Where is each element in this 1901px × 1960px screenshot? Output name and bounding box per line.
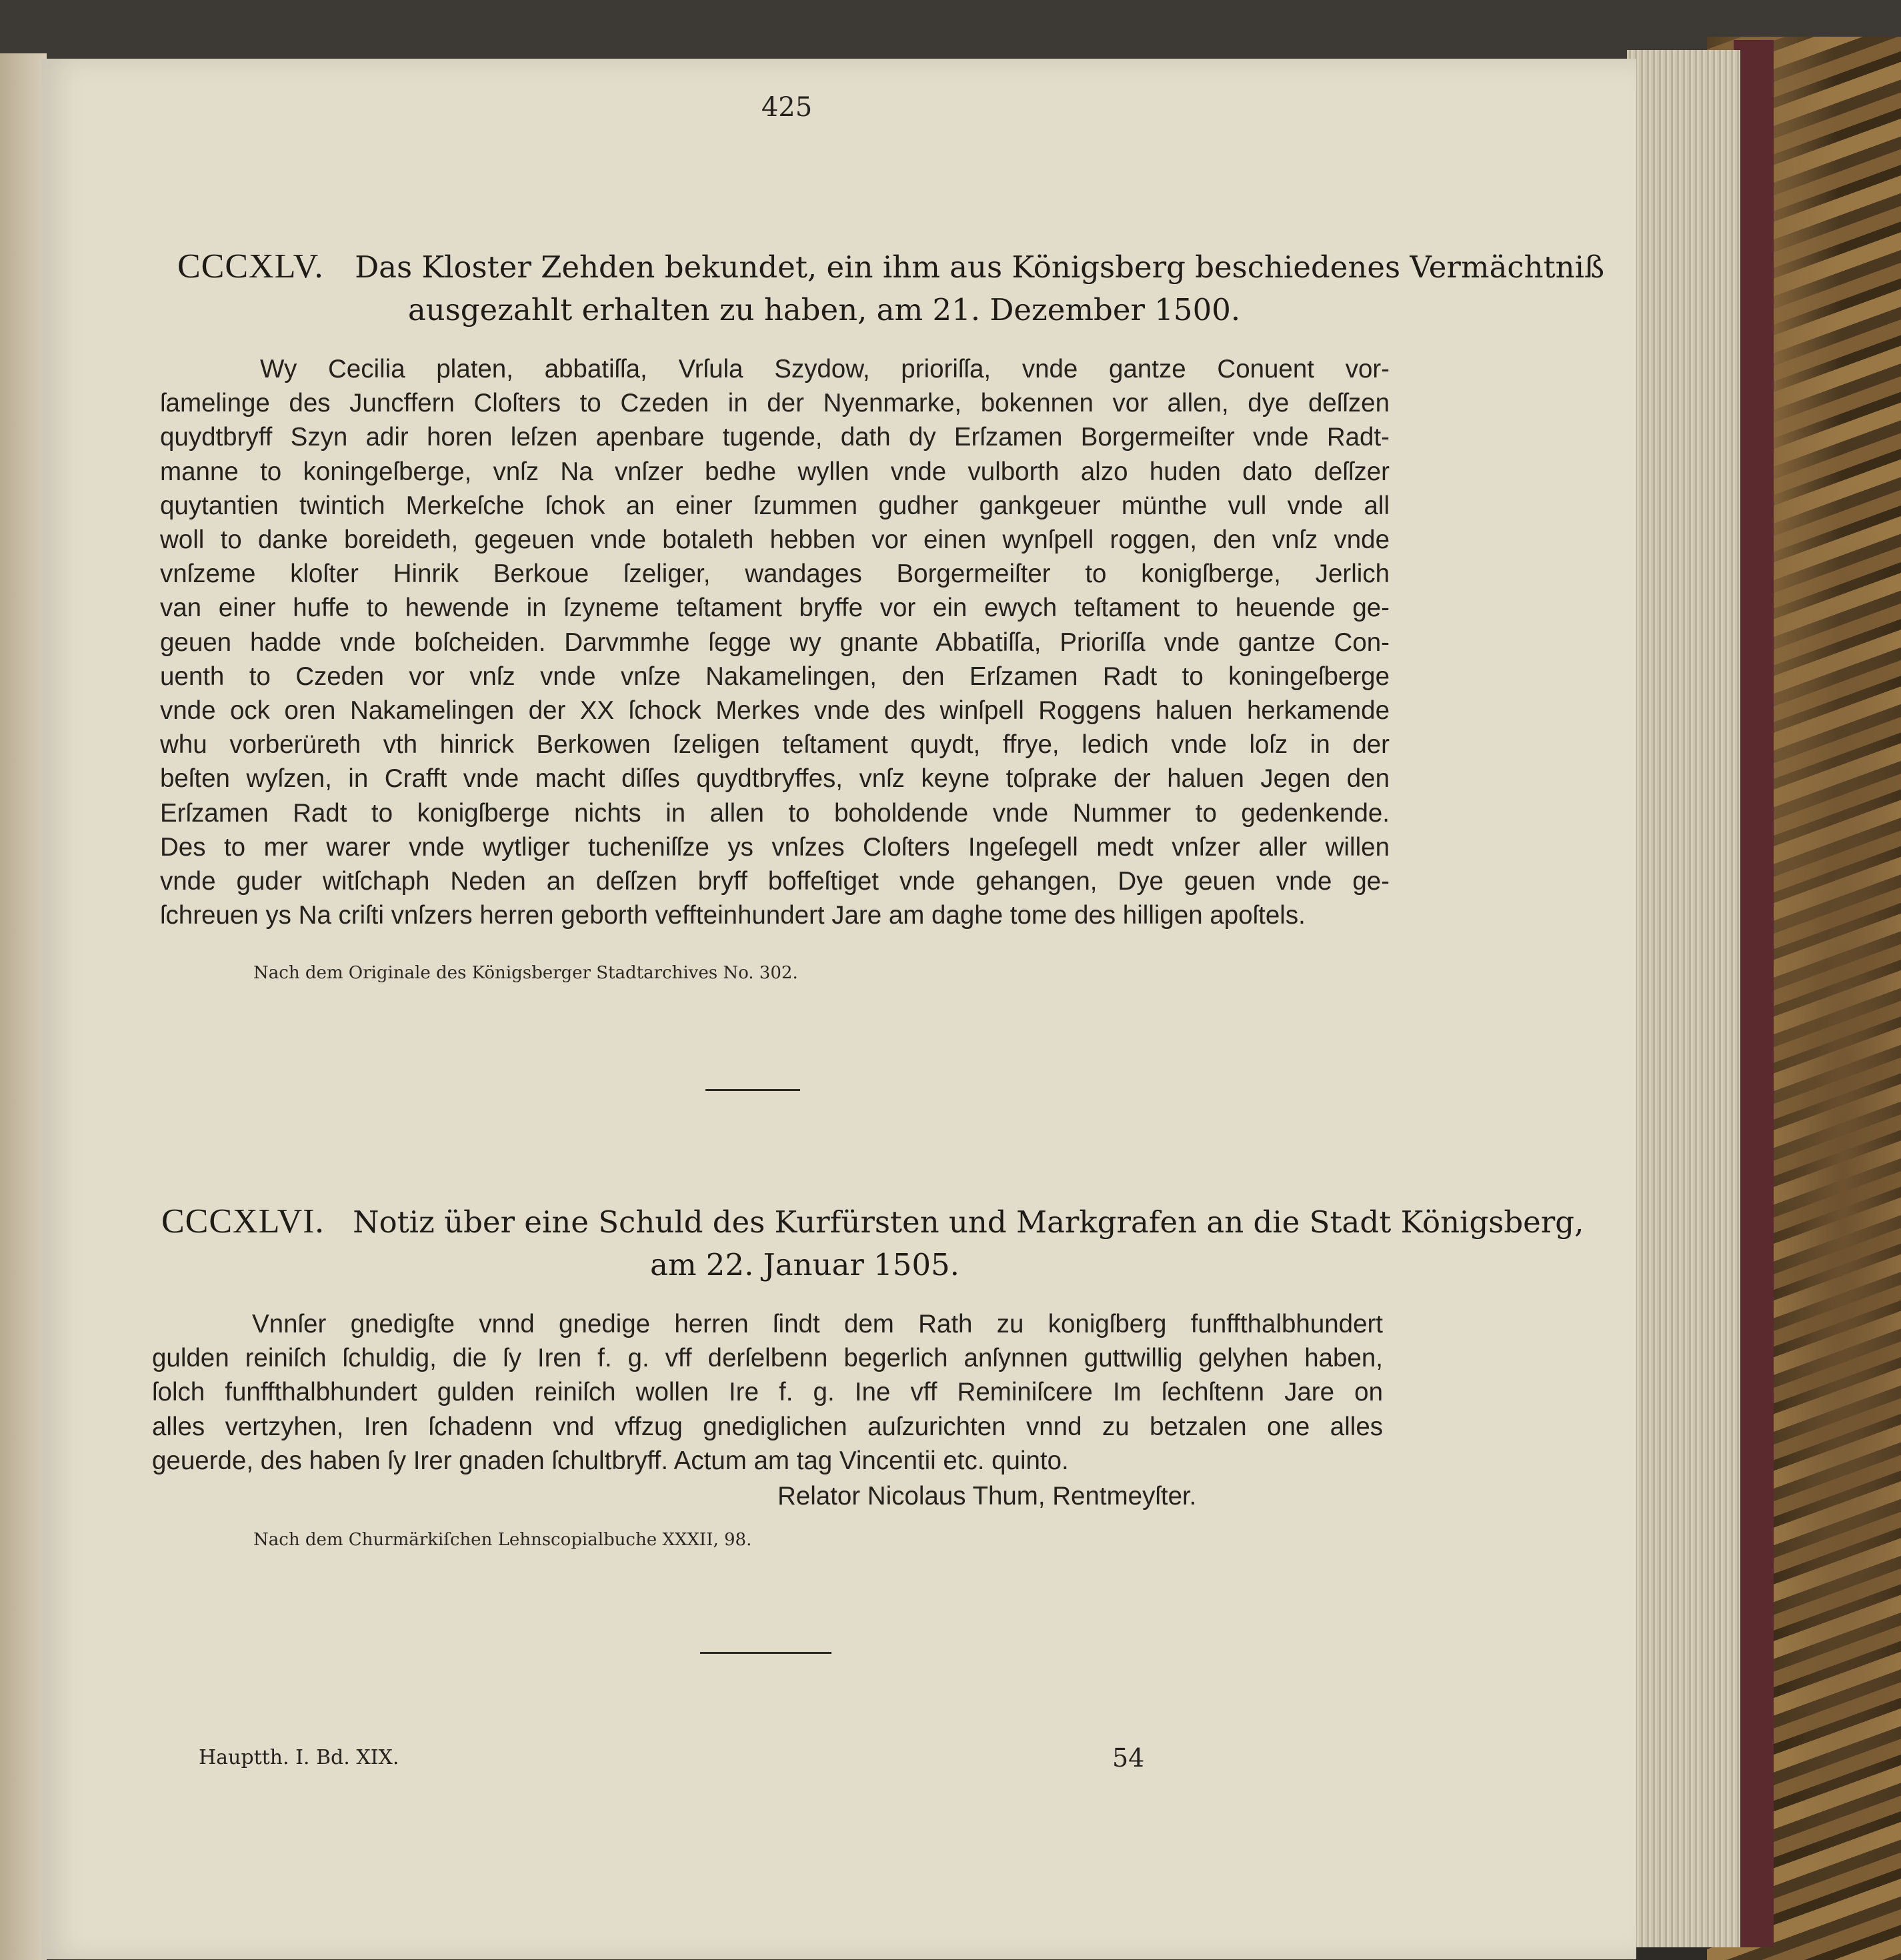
text-line: ſolch funffthalbhundert gulden reiniſch wollen Ire f. g. Ine vff Reminiſcere Im ſechſtenn Jare on: [152, 1378, 1383, 1407]
doc2-body: [152, 1307, 1383, 1478]
text-line: manne to koningeſberge, vnſz Na vnſzer bedhe wyllen vnde vulborth alzo huden dato deſſzer: [160, 457, 1390, 486]
doc2-title-line2: am 22. Januar 1505.: [650, 1247, 960, 1282]
text-line: gulden reiniſch ſchuldig, die ſy Iren f. g. vff derſelbenn begerlich anſynnen guttwillig gelyhen haben,: [152, 1344, 1383, 1373]
text-line: Erſzamen Radt to konigſberge nichts in allen to boholdende vnde Nummer to gedenkende.: [160, 798, 1390, 828]
text-line: quytantien twintich Merkeſche ſchok an einer ſzummen gudher gankgeuer münthe vull vnde all: [160, 491, 1390, 520]
text-line: alles vertzyhen, Iren ſchadenn vnd vffzug gnediglichen auſzurichten vnnd zu betzalen one alles: [152, 1412, 1383, 1441]
text-line: vnde ock oren Nakamelingen der XX ſchock Merkes vnde des winſpell Roggens haluen herkamende: [160, 696, 1390, 726]
footer-volume: Hauptth. I. Bd. XIX.: [199, 1746, 399, 1769]
text-line: vnde guder witſchaph Neden an deſſzen bryff boffeſtiget vnde gehangen, Dye geuen vnde ge-: [160, 867, 1390, 896]
backdrop: [0, 0, 1901, 63]
book-page: [41, 59, 1636, 1959]
doc1-source: Nach dem Originale des Königsberger Stadtarchives No. 302.: [253, 963, 798, 983]
text-line: geuerde, des haben ſy Irer gnaden ſchultbryff. Actum am tag Vincentii etc. quinto.: [152, 1446, 1069, 1475]
text-line: geuen hadde vnde boſcheiden. Darvmmhe ſegge wy gnante Abbatiſſa, Prioriſſa vnde gantze Con-: [160, 628, 1390, 657]
page-number: 425: [761, 92, 813, 123]
doc1-title-line1: Das Kloster Zehden bekundet, ein ihm aus Königsberg beschiedenes Vermächtniß: [355, 249, 1605, 285]
separator-rule-2: [700, 1652, 831, 1654]
text-line: ſchreuen ys Na criſti vnſzers herren geborth veffteinhundert Jare am daghe tome des hilligen apoſtels.: [160, 901, 1306, 930]
left-page: [0, 53, 47, 1960]
text-line: quydtbryff Szyn adir horen leſzen apenbare tugende, dath dy Erſzamen Borgermeiſter vnde Radt-: [160, 423, 1390, 452]
text-line: Vnnſer gnedigſte vnnd gnedige herren ſindt dem Rath zu konigſberg funffthalbhundert: [252, 1310, 1383, 1338]
doc2-source: Nach dem Churmärkiſchen Lehnscopialbuche XXXII, 98.: [253, 1530, 752, 1550]
doc1-heading: [177, 245, 1605, 331]
text-line: ſamelinge des Juncffern Cloſters to Czeden in der Nyenmarke, bokennen vor allen, dye deſſzen: [160, 389, 1390, 418]
text-line: Wy Cecilia platen, abbatiſſa, Vrſula Szydow, prioriſſa, vnde gantze Conuent vor-: [260, 355, 1390, 383]
doc1-title-line2: ausgezahlt erhalten zu haben, am 21. Dezember 1500.: [407, 292, 1241, 327]
text-line: beſten wyſzen, in Crafft vnde macht diſſes quydtbryffes, vnſz keyne toſprake der haluen Jegen den: [160, 764, 1390, 794]
doc1-numeral: CCCXLV.: [177, 247, 324, 285]
doc1-body: [160, 352, 1390, 932]
text-line: vnſzeme kloſter Hinrik Berkoue ſzeliger, wandages Borgermeiſter to konigſberge, Jerlich: [160, 560, 1390, 589]
doc2-numeral: CCCXLVI.: [161, 1202, 325, 1240]
page-edges: [1627, 50, 1740, 1947]
text-line: van einer huffe to hewende in ſzyneme teſtament bryffe vor ein ewych teſtament to heuende ge-: [160, 594, 1390, 623]
text-line: woll to danke boreideth, gegeuen vnde botaleth hebben vor einen wynſpell roggen, den vnſz vnde: [160, 526, 1390, 555]
separator-rule: [705, 1089, 800, 1091]
text-line: whu vorberüreth vth hinrick Berkowen ſzeligen teſtament quydt, ffrye, ledich vnde loſz in der: [160, 730, 1390, 760]
footer-signature-number: 54: [1112, 1743, 1145, 1773]
doc2-signature: Relator Nicolaus Thum, Rentmeyſter.: [777, 1482, 1197, 1511]
doc2-title-line1: Notiz über eine Schuld des Kurfürsten und Markgrafen an die Stadt Königsberg,: [353, 1204, 1584, 1240]
text-line: Des to mer warer vnde wytliger tucheniſſze ys vnſzes Cloſters Ingeſegell medt vnſzer aller willen: [160, 832, 1390, 862]
text-line: uenth to Czeden vor vnſz vnde vnſze Nakamelingen, den Erſzamen Radt to koningeſberge: [160, 662, 1390, 691]
doc2-heading: [161, 1200, 1584, 1286]
